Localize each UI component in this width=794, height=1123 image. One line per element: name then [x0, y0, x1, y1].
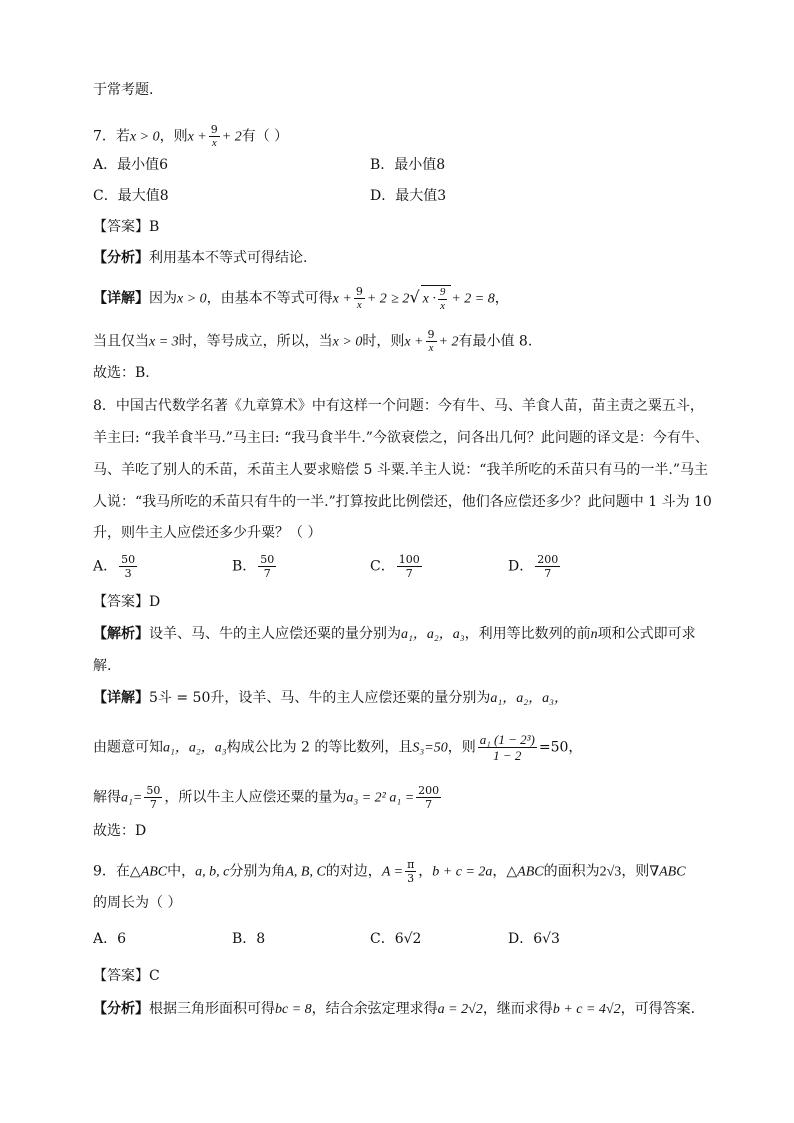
q7-analysis: [93, 248, 307, 268]
q9-bc-eq: b + c = 2a: [432, 864, 493, 880]
q8-sum-den: 1 − 2: [493, 748, 522, 763]
q7-expr-x: x +: [187, 129, 207, 145]
q7-line2-cond: x > 0: [332, 334, 363, 350]
q8-option-b-frac: [258, 553, 276, 580]
q9-A-den: 3: [407, 872, 415, 885]
q9-sides: a, b, c: [195, 864, 230, 880]
q7-choose: 故选：B.: [93, 365, 150, 381]
q7-stem-mid: ，则: [159, 128, 188, 145]
q9-A-eq: A =: [381, 864, 404, 880]
q8-n-var: n: [590, 627, 598, 642]
sqrt-icon: √: [409, 287, 420, 307]
q9-A-frac: [405, 858, 416, 885]
q7-line2-a: 当且仅当: [93, 333, 149, 350]
q8-option-c-num: 100: [398, 553, 420, 566]
q9-stem-e: ，: [418, 863, 433, 880]
q7-sqrt-frac-den: x: [440, 300, 446, 312]
q8-analysis-a: 设羊、马、牛的主人应偿还粟的量分别为: [149, 626, 401, 642]
q8-a1: a₁=: [121, 790, 143, 806]
q7-detail-expr-x: x +: [332, 291, 352, 307]
q9-stem-a: 9．在: [93, 863, 130, 880]
q9-stem-d: 的对边，: [325, 863, 382, 880]
q9-stem-b: 中，: [167, 863, 196, 880]
q8-a3-den: 7: [425, 798, 433, 811]
q8-line5: 升，则牛主人应偿还多少升粟？（ ）: [93, 525, 322, 541]
q8-option-d-frac: [535, 553, 560, 580]
q7-analysis-tag: 【分析】: [93, 250, 149, 266]
q7-line2-c: 时，则: [362, 333, 405, 350]
q8-solve-a: 解得: [93, 789, 121, 806]
q8-a1-num: 50: [146, 784, 161, 797]
q9-area: 2√3: [599, 864, 622, 880]
q7-condition: x > 0: [129, 129, 160, 145]
q9-A-num: π: [407, 858, 415, 871]
q8-option-b-num: 50: [260, 553, 275, 566]
q9-analysis-d: ，可得答案.: [620, 1001, 696, 1017]
q7-frac-num: 9: [210, 123, 218, 136]
intro-tail: 于常考题.: [93, 82, 154, 98]
q7-detail-a: 因为: [149, 290, 177, 307]
q8-sum-frac: [478, 732, 537, 763]
q7-comma: ，: [494, 290, 509, 307]
q7-line2-frac-den: x: [428, 342, 434, 354]
q7-detail-frac1-den: x: [356, 299, 362, 312]
q8-option-b-label: B．: [232, 558, 257, 575]
q8-detail: [93, 688, 568, 709]
q8-option-a-den: 3: [124, 567, 132, 580]
q8-solve-line: [93, 784, 443, 811]
q7-line2-frac: [426, 328, 437, 355]
q7-detail-plus: + 2: [366, 291, 387, 307]
q8-line4: 人说：“我马所吃的禾苗只有牛的一半.”打算按此比例偿还，他们各应偿还多少？此问题中 1 斗为 10: [93, 494, 712, 510]
q8-analysis-vars: a₁，a₂，a₃: [401, 627, 465, 642]
q9-stem-c: 分别为角: [229, 863, 286, 880]
q8-answer: 【答案】D: [93, 594, 161, 610]
q8-analysis-tag: 【解析】: [93, 626, 149, 642]
q8-line3: 马、羊吃了别人的禾苗，禾苗主人要求赔偿 5 斗粟.羊主人说：“我羊所吃的禾苗只有马的一半.”马主: [93, 462, 709, 478]
q7-expr-tail: + 2: [221, 129, 242, 145]
q9-answer: 【答案】C: [93, 968, 160, 984]
q8-sum-eq: =50，: [538, 739, 583, 756]
q8-ratio-b: 构成公比为 2 的等比数列，且: [226, 739, 413, 756]
q8-a3-frac: [416, 784, 441, 811]
q7-sqrt-frac: [438, 286, 448, 313]
q8-analysis-c: 项和公式即可求: [597, 626, 696, 642]
q9-option-c: C．6√2: [370, 931, 422, 947]
q8-option-d: [508, 553, 562, 580]
q8-option-b: [232, 553, 278, 580]
q7-stem-end: 有（ ）: [241, 128, 289, 145]
q8-detail-tag: 【详解】: [93, 690, 149, 706]
q8-line2: 羊主曰: “我羊食半马.”马主曰: “我马食半牛.”今欲衰偿之，问各出几何？此问题的译文是：今有牛、: [93, 430, 709, 446]
q8-a1-den: 7: [149, 798, 157, 811]
q8-option-d-den: 7: [544, 567, 552, 580]
q7-eq3: x = 3: [149, 334, 179, 350]
q7-detail-ineq: ≥ 2: [391, 291, 410, 307]
q7-stem-start: 7．若: [93, 128, 130, 145]
q9-tri2: △ABC: [506, 864, 544, 880]
q8-analysis: [93, 624, 696, 645]
q7-line2-frac-num: 9: [427, 328, 435, 341]
q8-option-a: [93, 553, 139, 580]
q7-detail-cond: x > 0: [177, 291, 207, 307]
q7-sqrt-body: [421, 285, 452, 313]
q9-tri3: ∇ABC: [649, 864, 686, 880]
q9-analysis-c: ，继而求得: [482, 1001, 553, 1017]
q7-sqrt-tail: + 2 = 8: [451, 291, 495, 307]
q7-detail-b: ，由基本不等式可得: [206, 290, 333, 307]
q8-analysis-b: ，利用等比数列的前: [464, 626, 591, 642]
q7-sqrt-a: x ·: [422, 291, 436, 307]
q9-stem-h: ，则: [621, 863, 650, 880]
q8-ratio-c: ，则: [447, 739, 476, 756]
q7-sqrt-frac-num: 9: [439, 286, 446, 298]
q7-frac-den: x: [211, 137, 217, 149]
q8-option-c: [370, 553, 424, 580]
q7-detail-frac1: [354, 285, 365, 312]
q8-line1: 8．中国古代数学名著《九章算术》中有这样一个问题：今有牛、马、羊食人苗，苗主责之粟五斗，: [93, 398, 704, 414]
q8-option-b-den: 7: [263, 567, 271, 580]
q9-analysis: [93, 999, 695, 1020]
q8-a3: a₃ = 2² a₁ =: [346, 790, 415, 806]
q8-sum-num: a₁ (1 − 2³): [479, 732, 535, 747]
q8-ratio-a: 由题意可知: [93, 739, 163, 756]
q7-line2-b: 时，等号成立，所以，当: [178, 333, 333, 350]
q8-option-a-label: A．: [93, 558, 118, 575]
q8-option-d-label: D．: [508, 558, 534, 575]
q8-option-c-label: C．: [370, 558, 395, 575]
q7-option-c: C．最大值8: [93, 188, 169, 204]
q8-detail-a: 5斗 = 50升，设羊、马、牛的主人应偿还粟的量分别为: [149, 690, 491, 706]
q9-stem-g: 的面积为: [543, 863, 600, 880]
q7-answer: 【答案】B: [93, 219, 160, 235]
q7-detail-line1: [93, 285, 509, 313]
q9-tri: △ABC: [129, 864, 168, 880]
q9-line2: 的周长为（ ）: [93, 895, 182, 911]
q7-line2-tail: + 2: [438, 334, 459, 350]
q7-detail-line2: [93, 328, 532, 355]
q8-s3: S₃=50: [412, 740, 448, 756]
q9-option-b: B．8: [232, 931, 266, 947]
q8-choose: 故选：D: [93, 823, 147, 839]
q7-option-d: D．最大值3: [370, 188, 447, 204]
q7-analysis-text: 利用基本不等式可得结论.: [149, 250, 308, 266]
q9-analysis-b: ，结合余弦定理求得: [311, 1001, 438, 1017]
q8-option-d-num: 200: [537, 553, 559, 566]
q9-bc8: bc = 8: [275, 1002, 312, 1017]
q9-analysis-a: 根据三角形面积可得: [149, 1001, 275, 1017]
q9-bc-val: b + c = 4√2: [552, 1002, 621, 1017]
q9-stem: [93, 858, 686, 885]
q7-line2-expr-x: x +: [404, 334, 424, 350]
q9-stem-f: ，: [492, 863, 507, 880]
q9-angles: A, B, C: [285, 864, 326, 880]
q9-analysis-tag: 【分析】: [93, 1001, 149, 1017]
q7-line2-d: 有最小值 8.: [458, 333, 533, 350]
q7-option-b: B．最小值8: [370, 157, 446, 173]
q8-option-a-frac: [119, 553, 137, 580]
q7-detail-tag: 【详解】: [93, 290, 149, 307]
q7-stem: [93, 123, 288, 150]
q8-a3-num: 200: [418, 784, 440, 797]
q7-detail-frac1-num: 9: [355, 285, 363, 299]
q8-solve-b: ，所以牛主人应偿还粟的量为: [164, 789, 347, 806]
q8-a1-frac: [144, 784, 162, 811]
q8-option-a-num: 50: [121, 553, 136, 566]
q8-ratio-line: [93, 732, 582, 763]
q8-option-c-den: 7: [405, 567, 413, 580]
q8-option-c-frac: [397, 553, 422, 580]
q8-ratio-vars: a₁，a₂，a₃: [163, 740, 227, 756]
q9-option-a: A．6: [93, 931, 127, 947]
q7-fraction: [209, 123, 220, 150]
q9-a-val: a = 2√2: [437, 1002, 483, 1017]
q8-analysis-end: 解.: [93, 658, 112, 674]
q7-option-a: A．最小值6: [93, 157, 169, 173]
q8-detail-vars: a₁，a₂，a₃，: [490, 691, 568, 706]
q9-option-d: D．6√3: [508, 931, 560, 947]
